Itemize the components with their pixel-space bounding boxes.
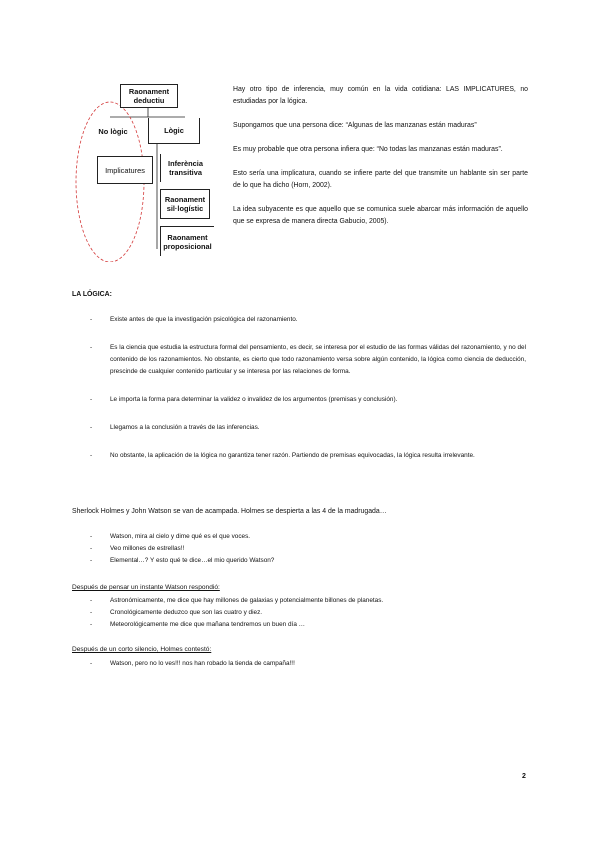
- list-item: - Le importa la forma para determinar la validez o invalidez de los argumentos (premisas y conclusión).: [90, 396, 398, 403]
- list-item: - Watson, mira al cielo y dime qué es el que voces.: [90, 533, 251, 540]
- list-item: - Existe antes de que la investigación psicológica del razonamiento.: [90, 316, 298, 323]
- reasoning-diagram: [70, 74, 230, 262]
- intro-paragraph: Esto sería una implicatura, cuando se infiere parte del que transmite un hablante sin ser parte de lo que ha dicho (Horn, 2002).: [233, 170, 528, 189]
- list-item: - Meteorológicamente me dice que mañana tendremos un buen día …: [90, 621, 306, 628]
- list-item: - Elemental…? Y esto qué te dice…el mio querido Watson?: [90, 557, 275, 564]
- dialog-list-2: [90, 595, 526, 631]
- list-item: - Cronológicamente deduzco que son las cuatro y diez.: [90, 609, 263, 616]
- diagram-label-no-logic: No lògic: [98, 127, 128, 136]
- section-heading-logica: LA LÓGICA:: [72, 291, 112, 298]
- diagram-box-raonament-proposicional: Raonament proposicional: [160, 226, 214, 256]
- story-intro: Sherlock Holmes y John Watson se van de acampada. Holmes se despierta a las 4 de la madrugada…: [72, 508, 387, 515]
- list-item: - Watson, pero no lo ves!!! nos han robado la tienda de campaña!!!: [90, 660, 295, 667]
- intro-paragraph: La idea subyacente es que aquello que se comunica suele abarcar más información de aquello que se expresa de manera directa Gabucio, 2005).: [233, 206, 528, 225]
- page-number: 2: [522, 773, 526, 780]
- diagram-box-logic: Lògic: [148, 118, 200, 144]
- intro-paragraph: Hay otro tipo de inferencia, muy común en la vida cotidiana: LAS IMPLICATURES, no estudiadas por la lógica.: [233, 86, 528, 105]
- dialog-list-1: [90, 531, 526, 567]
- implicatures-intro: [233, 84, 528, 240]
- intro-paragraph: Es muy probable que otra persona infiera que: “No todas las manzanas están maduras”.: [233, 146, 503, 153]
- story-heading-2: Después de pensar un instante Watson respondió:: [72, 584, 220, 591]
- diagram-box-implicatures: Implicatures: [97, 156, 153, 184]
- list-item: - Astronómicamente, me dice que hay millones de galaxias y potencialmente billones de planetas.: [90, 597, 384, 604]
- logica-list: [90, 314, 526, 462]
- list-item: - Llegamos a la conclusión a través de las inferencias.: [90, 424, 260, 431]
- intro-paragraph: Supongamos que una persona dice: “Algunas de las manzanas están maduras”: [233, 122, 477, 129]
- list-item: - Veo millones de estrellas!!: [90, 545, 185, 552]
- diagram-box-inferencia-transitiva: Inferència transitiva: [160, 154, 210, 182]
- list-item: - Es la ciencia que estudia la estructura formal del pensamiento, es decir, se interesa por el estudio de las formas válidas del razonamiento, y no del contenido de los razonamientos. No obstante, es cierto que todo razonamiento versa sobre algún contenido, la lógica como ciencia de deducción, prescinde de cualquier contenido particular y se interesa por las relaciones de forma.: [90, 344, 526, 375]
- diagram-box-razonament-deductiu: Raonament deductiu: [120, 84, 178, 108]
- diagram-box-raonament-sillogistic: Raonament sil·logístic: [160, 189, 210, 219]
- list-item: - No obstante, la aplicación de la lógica no garantiza tener razón. Partiendo de premisas equivocadas, la lógica resulta irrelevante.: [90, 452, 475, 459]
- dialog-list-3: [90, 658, 526, 670]
- story-heading-3: Después de un corto silencio, Holmes contestó:: [72, 646, 212, 653]
